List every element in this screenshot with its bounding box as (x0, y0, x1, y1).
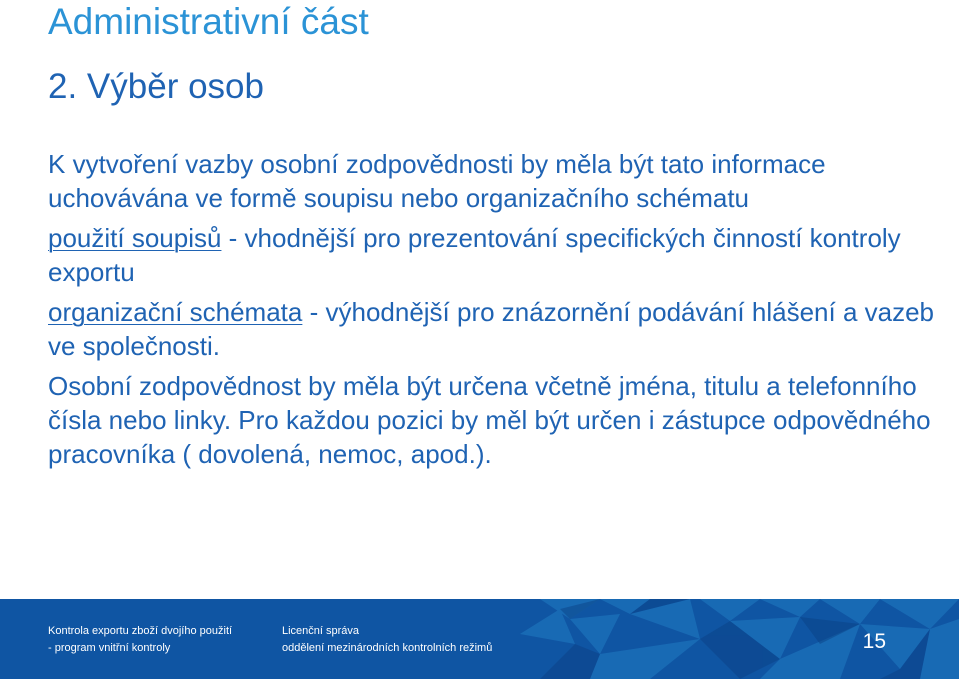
footer-mid-line1: Licenční správa (282, 625, 360, 637)
slide-title: Administrativní část (48, 1, 369, 42)
slide-footer (0, 599, 959, 679)
slide-subtitle: 2. Výběr osob (48, 67, 264, 106)
paragraph-1: K vytvoření vazby osobní zodpovědnosti by měla být tato informace uchovávána ve formě soupisu nebo organizačního schématu (48, 149, 826, 213)
paragraph-2-text: - vhodnější pro prezentování specifických činností kontroly exportu (48, 223, 901, 287)
footer-mid-line2: oddělení mezinárodních kontrolních režimů (282, 642, 493, 654)
soupisy-link[interactable]: použití soupisů (48, 223, 222, 253)
footer-left-line2: - program vnitřní kontroly (48, 642, 171, 654)
paragraph-3 (48, 295, 948, 363)
schemata-link[interactable]: organizační schémata (48, 297, 303, 327)
footer-left-line1: Kontrola exportu zboží dvojího použití (48, 625, 233, 637)
footer-middle (282, 623, 492, 657)
paragraph-4: Osobní zodpovědnost by měla být určena včetně jména, titulu a telefonního čísla nebo linky. Pro každou pozici by měl být určen i zástupce odpovědného pracovníka ( dovolená, nemoc, apod.). (48, 371, 931, 469)
slide-body (48, 147, 948, 471)
paragraph-3-text: - výhodnější pro znázornění podávání hlášení a vazeb ve společnosti. (48, 297, 935, 361)
paragraph-2 (48, 221, 948, 289)
footer-left (48, 623, 232, 657)
page-number: 15 (862, 630, 886, 653)
